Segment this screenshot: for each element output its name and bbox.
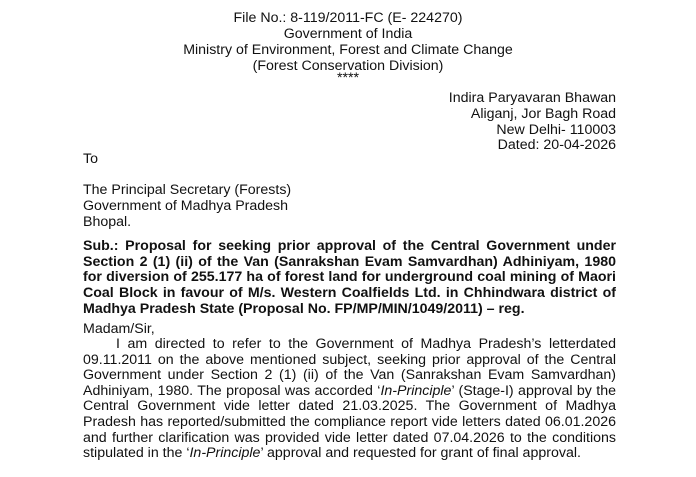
letter-date: Dated: 20-04-2026 [497, 137, 616, 153]
recipient-city: Bhopal. [83, 214, 132, 230]
salutation: Madam/Sir, [83, 321, 155, 337]
address-city: New Delhi- 110003 [496, 122, 616, 138]
in-principle-emphasis-2: In-Principle [189, 445, 261, 462]
separator-stars: **** [336, 70, 360, 86]
subject-line: Sub.: Proposal for seeking prior approval of the Central Government under Section 2 (1) (ii) of the Van (Sanrakshan Evam Samvardhan) Adhiniyam, 1980 for diversion of 255.177 ha of forest land for underground coal mining of Maori Coal Block in favour of M/s. Western Coalfields Ltd. in Chhindwara district of Madhya Pradesh State (Proposal No. FP/MP/MIN/1049/2011) – reg. [83, 238, 616, 317]
in-principle-emphasis: In-Principle [380, 382, 452, 399]
file-number: File No.: 8-119/2011-FC (E- 224270) [233, 10, 463, 26]
body-paragraph [83, 337, 616, 462]
body-text-part-2: ’ (Stage-I) approval by the Central Government vide letter dated 21.03.2025. The Government of Madhya Pradesh has reported/submitted the compliance report vide letters dated 06.01.2026 and further clarification was provided vide letter dated 07.04.2026 to the conditions stipulated in the ‘ [83, 382, 616, 462]
recipient-title: The Principal Secretary (Forests) [83, 182, 292, 198]
government-name: Government of India [283, 26, 413, 42]
ministry-name: Ministry of Environment, Forest and Climate Change [183, 42, 513, 58]
body-text-part-3: ’ approval and requested for grant of final approval. [260, 445, 581, 462]
division-name: (Forest Conservation Division) [252, 58, 444, 74]
address-building: Indira Paryavaran Bhawan [448, 90, 616, 106]
to-label: To [83, 151, 98, 167]
recipient-organization: Government of Madhya Pradesh [83, 198, 289, 214]
address-street: Aliganj, Jor Bagh Road [470, 106, 616, 122]
body-text-part-1: I am directed to refer to the Government of Madhya Pradesh’s letterdated 09.11.2011 on the above mentioned subject, seeking prior approval of the Central Government under Section 2 (1) (ii) of the Van (Sanrakshan Evam Samvardhan) Adhiniyam, 1980. The proposal was accorded ‘ [83, 336, 616, 399]
